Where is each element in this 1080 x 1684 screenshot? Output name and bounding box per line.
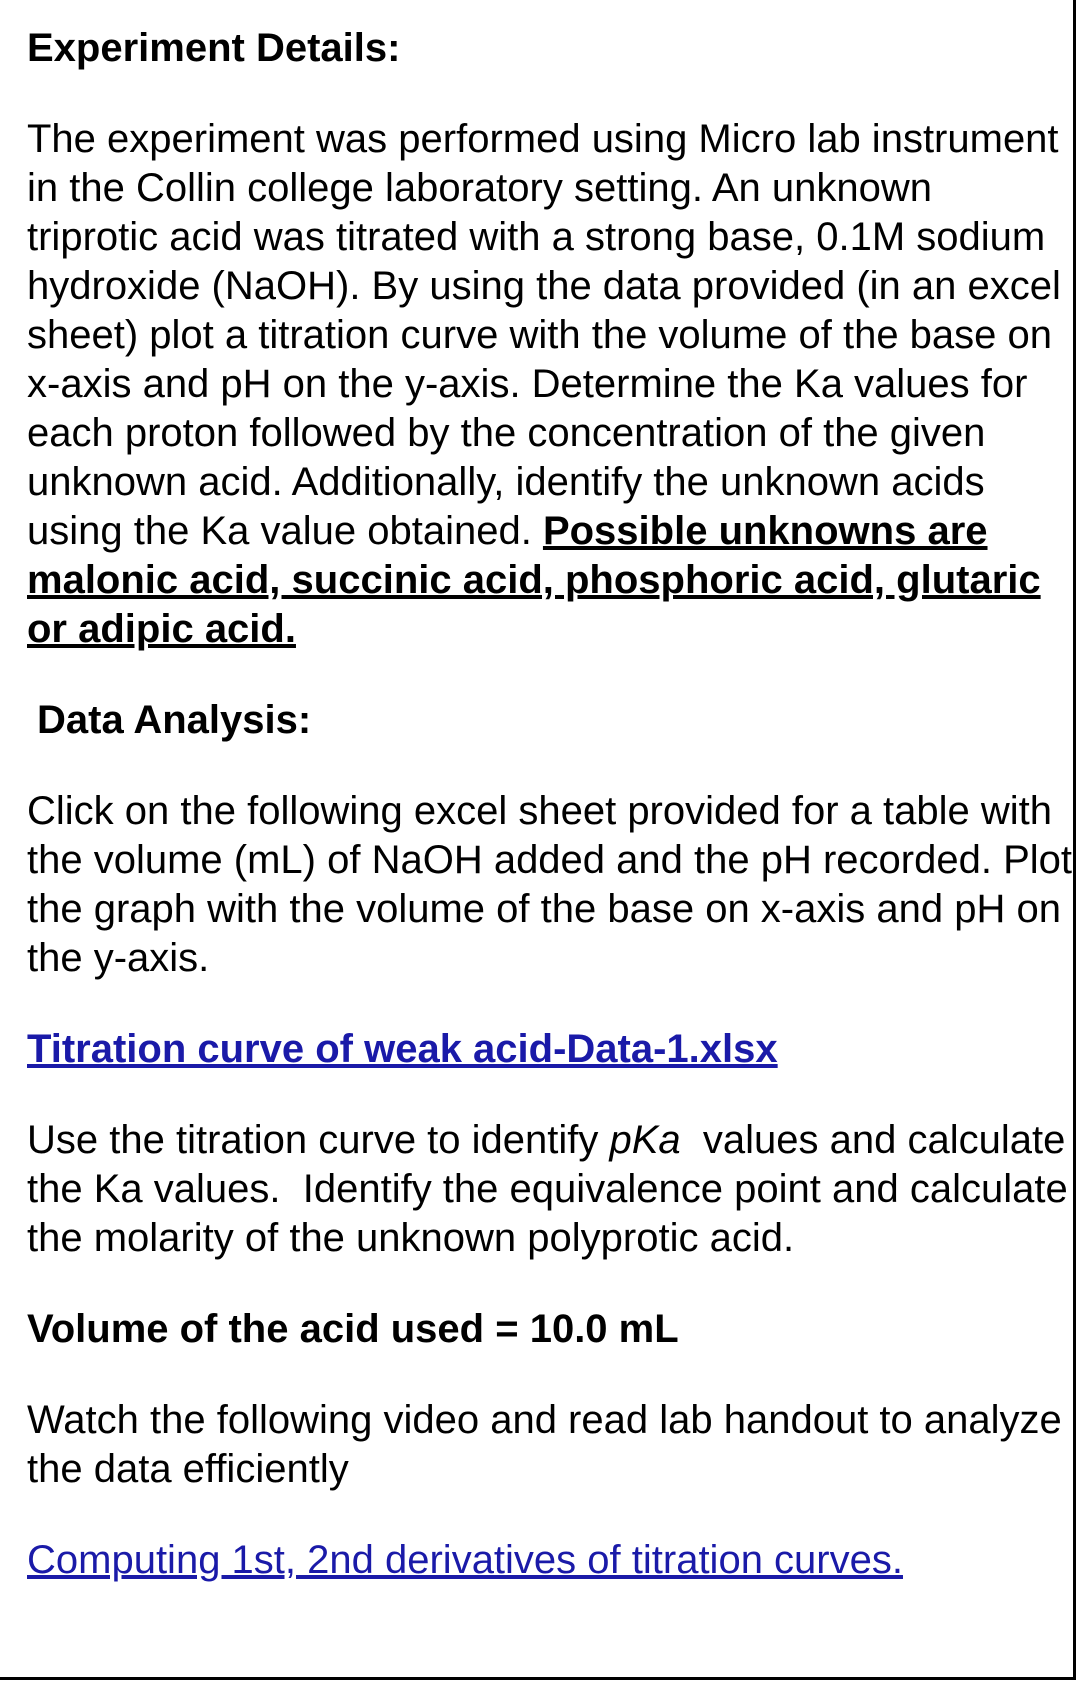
spacer [27,983,1072,1025]
spacer [27,1074,1072,1116]
data-analysis-heading: Data Analysis: [37,698,312,742]
experiment-description [27,115,1072,654]
spacer [27,654,1072,696]
pka-term: pKa [609,1118,681,1162]
experiment-details-heading: Experiment Details: [27,26,401,70]
video-link-paragraph [27,1536,1072,1585]
derivatives-video-link[interactable]: Computing 1st, 2nd derivatives of titration curves. [27,1538,903,1582]
spacer [27,1494,1072,1536]
pka-text-before: Use the titration curve to identify [27,1118,610,1162]
spacer [27,745,1072,787]
spacer [27,73,1072,115]
acid-volume-note: Volume of the acid used = 10.0 mL [27,1307,679,1351]
pka-text-after: values and calculate the Ka values. Identify the equivalence point and calculate the molarity of the unknown polyprotic acid. [27,1118,1079,1260]
document-content [27,24,1079,1585]
analysis-instructions: Click on the following excel sheet provided for a table with the volume (mL) of NaOH added and the pH recorded. Plot the graph with the volume of the base on x-axis and pH on the y-axis. [27,789,1072,980]
possible-unknowns-note: Possible unknowns are malonic acid, succinic acid, phosphoric acid, glutaric or adipic acid. [27,509,1041,651]
excel-link-paragraph [27,1025,1072,1074]
spacer [27,1354,1072,1396]
video-instructions: Watch the following video and read lab handout to analyze the data efficiently [27,1398,1062,1491]
experiment-paragraph: The experiment was performed using Micro lab instrument in the Collin college laboratory setting. An unknown triprotic acid was titrated with a strong base, 0.1M sodium hydroxide (NaOH). By using the data provided (in an excel sheet) plot a titration curve with the volume of the base on x-axis and pH on the y-axis. Determine the Ka values for each proton followed by the concentration of the given unknown acid. Additionally, identify the unknown acids using the Ka value obtained. [27,117,1061,553]
spacer [27,1263,1072,1305]
pka-instructions [27,1116,1079,1263]
excel-data-link[interactable]: Titration curve of weak acid-Data-1.xlsx [27,1027,778,1071]
